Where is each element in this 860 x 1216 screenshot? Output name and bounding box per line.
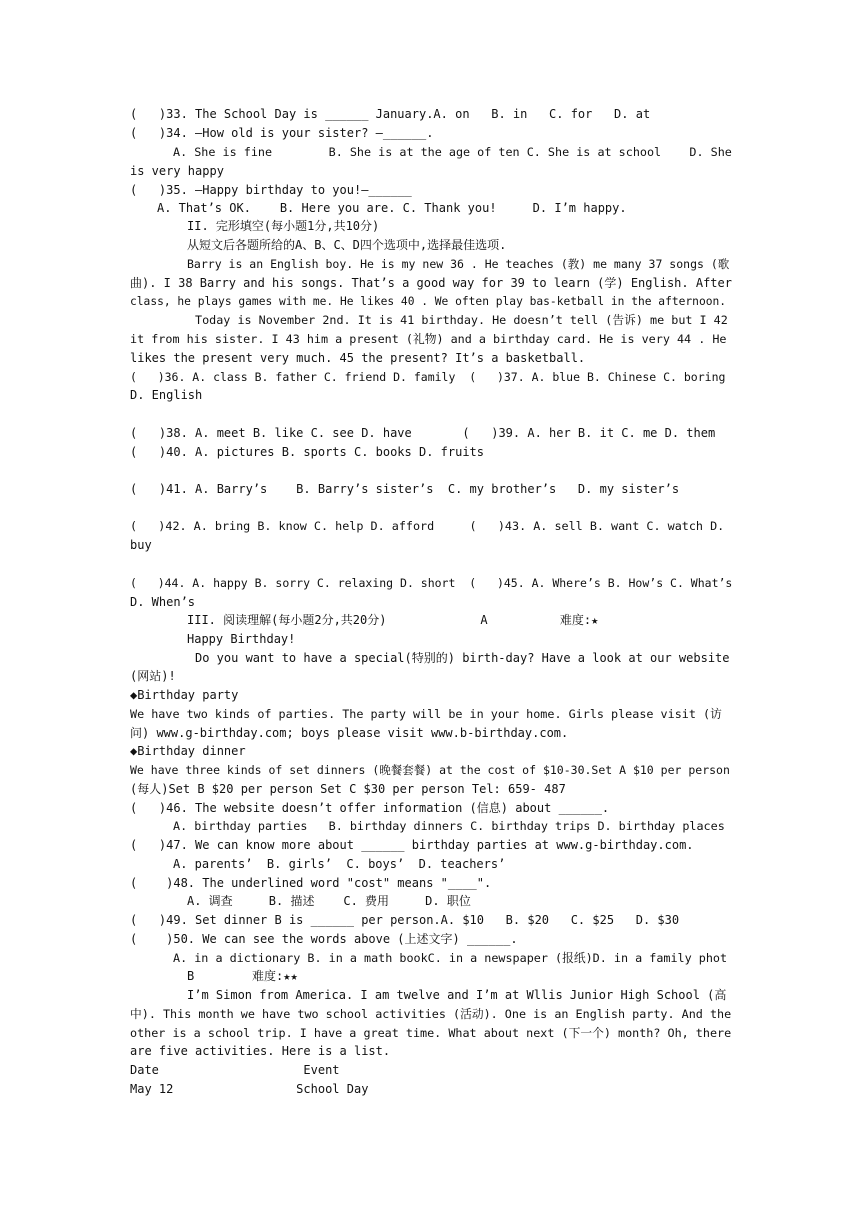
passage-a-line: Do you want to have a special(特别的) birth-day? Have a look at our website — [195, 651, 730, 665]
q50-line: ( )50. We can see the words above (上述文字) ______. — [130, 932, 518, 946]
passage-a-line: (网站)! — [130, 669, 176, 683]
q40-line: ( )40. A. pictures B. sports C. books D. fruits — [130, 445, 485, 459]
cloze-passage-line: Today is November 2nd. It is 41 birthday. He doesn’t tell (告诉) me but I 42 — [195, 313, 728, 327]
q44-q45-line: ( )44. A. happy B. sorry C. relaxing D. short ( )45. A. Where’s B. How’s C. What’s — [130, 576, 733, 590]
passage-b-heading: B 难度:★★ — [187, 969, 298, 983]
q34-line: ( )34. —How old is your sister? —______. — [130, 126, 434, 140]
q36-q37-line: ( )36. A. class B. father C. friend D. family ( )37. A. blue B. Chinese C. boring — [130, 370, 726, 384]
birthday-party-heading: ◆Birthday party — [130, 688, 239, 702]
q42-q43-line: ( )42. A. bring B. know C. help D. afford ( )43. A. sell B. want C. watch D. — [130, 519, 725, 533]
q34-options-cont: is very happy — [130, 164, 224, 178]
passage-b-line: are five activities. Here is a list. — [130, 1044, 391, 1058]
passage-b-line: other is a school trip. I have a great time. What about next (下一个) month? Oh, there — [130, 1026, 732, 1040]
q48-line: ( )48. The underlined word "cost" means "____". — [130, 876, 492, 890]
table-header-row: Date Event — [130, 1063, 340, 1077]
section-ii-heading: II. 完形填空(每小题1分,共10分) — [187, 219, 380, 233]
passage-a-line: We have three kinds of set dinners (晚餐套餐) at the cost of $10-30.Set A $10 per person — [130, 763, 730, 777]
cloze-passage-line: Barry is an English boy. He is my new 36 . He teaches (教) me many 37 songs (歌 — [187, 257, 730, 271]
section-ii-instruction: 从短文后各题所给的A、B、C、D四个选项中,选择最佳选项. — [187, 238, 507, 252]
q45-cont: D. When’s — [130, 595, 196, 609]
q38-q39-line: ( )38. A. meet B. like C. see D. have ( )39. A. her B. it C. me D. them — [130, 426, 716, 440]
passage-a-line: We have two kinds of parties. The party will be in your home. Girls please visit (访 — [130, 707, 722, 721]
q35-line: ( )35. —Happy birthday to you!—______ — [130, 183, 412, 197]
q33-line: ( )33. The School Day is ______ January.A. on B. in C. for D. at — [130, 107, 651, 121]
q47-options: A. parents’ B. girls’ C. boys’ D. teachers’ — [173, 857, 506, 871]
q46-options: A. birthday parties B. birthday dinners C. birthday trips D. birthday places — [173, 819, 725, 833]
table-row: May 12 School Day — [130, 1082, 369, 1096]
q34-options: A. She is fine B. She is at the age of ten C. She is at school D. She — [173, 145, 732, 159]
passage-a-line: 问) www.g-birthday.com; boys please visit www.b-birthday.com. — [130, 726, 569, 740]
section-iii-heading: III. 阅读理解(每小题2分,共20分) A 难度:★ — [187, 613, 599, 627]
passage-a-title: Happy Birthday! — [187, 632, 296, 646]
q46-line: ( )46. The website doesn’t offer information (信息) about ______. — [130, 801, 610, 815]
cloze-passage-line: 曲). I 38 Barry and his songs. That’s a good way for 39 to learn (学) English. After — [130, 276, 732, 290]
q37-cont: D. English — [130, 388, 203, 402]
q48-options: A. 调查 B. 描述 C. 费用 D. 职位 — [187, 894, 471, 908]
cloze-passage-line: it from his sister. I 43 him a present (礼物) and a birthday card. He is very 44 . He — [130, 332, 727, 346]
birthday-dinner-heading: ◆Birthday dinner — [130, 744, 246, 758]
q50-options: A. in a dictionary B. in a math bookC. in a newspaper (报纸)D. in a family phot — [173, 951, 728, 965]
q49-line: ( )49. Set dinner B is ______ per person.A. $10 B. $20 C. $25 D. $30 — [130, 913, 680, 927]
q43-cont: buy — [130, 538, 152, 552]
cloze-passage-line: class, he plays games with me. He likes 40 . We often play bas-ketball in the afternoon. — [130, 295, 727, 308]
passage-a-line: (每人)Set B $20 per person Set C $30 per person Tel: 659- 487 — [130, 782, 566, 796]
q35-options: A. That’s OK. B. Here you are. C. Thank you! D. I’m happy. — [157, 201, 627, 215]
passage-b-line: 中). This month we have two school activities (活动). One is an English party. And the — [130, 1007, 732, 1021]
q47-line: ( )47. We can know more about ______ birthday parties at www.g-birthday.com. — [130, 838, 694, 852]
passage-b-line: I’m Simon from America. I am twelve and I’m at Wllis Junior High School (高 — [187, 988, 727, 1002]
cloze-passage-line: likes the present very much. 45 the present? It’s a basketball. — [130, 351, 586, 365]
q41-line: ( )41. A. Barry’s B. Barry’s sister’s C. my brother’s D. my sister’s — [130, 482, 680, 496]
